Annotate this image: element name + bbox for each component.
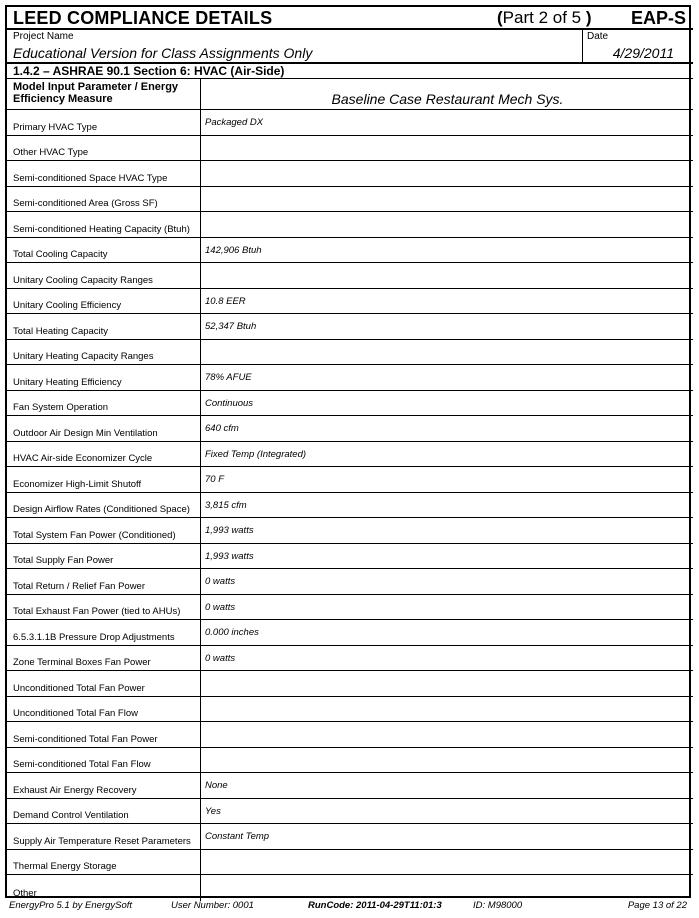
table-row — [7, 136, 693, 162]
parameter-value: 70 F — [205, 474, 225, 485]
table-row — [7, 416, 693, 442]
parameter-label: Total Return / Relief Fan Power — [13, 580, 146, 592]
parameter-table — [7, 110, 693, 901]
table-row — [7, 748, 693, 774]
parameter-label: Unitary Cooling Capacity Ranges — [13, 274, 153, 286]
parameter-value-cell — [200, 518, 694, 543]
parameter-value: Continuous — [205, 397, 254, 409]
part-text: Part 2 of 5 — [502, 8, 582, 27]
parameter-value-cell — [200, 365, 694, 390]
form-title: LEED COMPLIANCE DETAILS — [13, 8, 273, 28]
parameter-value-cell — [200, 238, 694, 263]
parameter-label: Design Airflow Rates (Conditioned Space) — [13, 504, 190, 515]
parameter-label: Total Exhaust Fan Power (tied to AHUs) — [13, 606, 181, 617]
date-box — [582, 30, 694, 62]
table-row — [7, 314, 693, 340]
table-row — [7, 518, 693, 544]
footer-id: ID: M98000 — [473, 900, 523, 911]
form-code: EAP-S — [630, 8, 686, 28]
parameter-label: Semi-conditioned Area (Gross SF) — [13, 198, 158, 209]
table-row — [7, 493, 693, 519]
parameter-value-cell — [200, 442, 694, 467]
parameter-value-cell — [200, 748, 694, 773]
parameter-value-cell — [200, 824, 694, 849]
parameter-label: HVAC Air-side Economizer Cycle — [13, 453, 153, 464]
parameter-value-cell — [200, 314, 694, 339]
table-row — [7, 646, 693, 672]
parameter-label: Unconditioned Total Fan Flow — [13, 708, 138, 719]
table-row — [7, 442, 693, 468]
parameter-value: 52,347 Btuh — [205, 321, 257, 332]
parameter-label: Other HVAC Type — [13, 147, 89, 158]
date-label: Date — [587, 31, 609, 42]
parameter-label: 6.5.3.1.1B Pressure Drop Adjustments — [13, 631, 175, 643]
parameter-label: Total System Fan Power (Conditioned) — [13, 529, 176, 541]
table-row — [7, 212, 693, 238]
table-row — [7, 620, 693, 646]
parameter-label: Supply Air Temperature Reset Parameters — [13, 835, 191, 847]
form-header — [7, 7, 693, 30]
table-row — [7, 671, 693, 697]
parameter-label: Semi-conditioned Total Fan Flow — [13, 759, 151, 770]
parameter-label: Semi-conditioned Heating Capacity (Btuh) — [13, 223, 190, 235]
parameter-label: Demand Control Ventilation — [13, 810, 129, 821]
parameter-label: Thermal Energy Storage — [13, 861, 117, 872]
parameter-value-cell — [200, 850, 694, 875]
table-row — [7, 799, 693, 825]
parameter-value-cell — [200, 263, 694, 288]
parameter-label: Fan System Operation — [13, 402, 109, 413]
table-row — [7, 467, 693, 493]
parameter-value-cell — [200, 671, 694, 696]
form-frame — [5, 5, 691, 898]
parameter-value: Yes — [205, 805, 221, 817]
table-row — [7, 365, 693, 391]
footer-page: Page 13 of 22 — [627, 900, 687, 911]
table-row — [7, 238, 693, 264]
parameter-value-cell — [200, 773, 694, 798]
parameter-label: Unitary Heating Efficiency — [13, 376, 122, 388]
parameter-value: Packaged DX — [205, 117, 264, 128]
parameter-label: Total Heating Capacity — [13, 325, 109, 337]
parameter-label: Outdoor Air Design Min Ventilation — [13, 427, 158, 439]
parameter-label: Unitary Heating Capacity Ranges — [13, 351, 154, 362]
case-column-header: Baseline Case Restaurant Mech Sys. — [200, 79, 694, 109]
table-header — [7, 79, 693, 110]
parameter-value: 1,993 watts — [205, 550, 254, 562]
table-row — [7, 161, 693, 187]
table-row — [7, 824, 693, 850]
parameter-label: Primary HVAC Type — [13, 121, 98, 133]
parameter-value: 0 watts — [205, 652, 236, 664]
parameter-label: Unconditioned Total Fan Power — [13, 682, 145, 694]
date-value: 4/29/2011 — [612, 45, 674, 61]
part-indicator — [497, 8, 592, 28]
parameter-label: Total Supply Fan Power — [13, 555, 114, 566]
project-info — [7, 30, 693, 64]
parameter-value: 3,815 cfm — [205, 499, 247, 511]
parameter-label: Unitary Cooling Efficiency — [13, 300, 122, 311]
parameter-value-cell — [200, 391, 694, 416]
parameter-value-cell — [200, 467, 694, 492]
parameter-value: Fixed Temp (Integrated) — [205, 448, 307, 460]
parameter-value: 0 watts — [205, 601, 236, 613]
parameter-label: Economizer High-Limit Shutoff — [13, 478, 142, 490]
table-row — [7, 697, 693, 723]
parameter-label: Other — [13, 887, 37, 899]
parameter-value: 10.8 EER — [205, 295, 246, 307]
report-page — [5, 5, 694, 912]
table-row — [7, 110, 693, 136]
parameter-value-cell — [200, 161, 694, 186]
table-row — [7, 875, 693, 901]
parameter-value-cell — [200, 340, 694, 365]
parameter-value: 78% AFUE — [205, 372, 252, 383]
section-title: 1.4.2 – ASHRAE 90.1 Section 6: HVAC (Air-Side) — [7, 64, 693, 79]
table-row — [7, 340, 693, 366]
parameter-label: Semi-conditioned Total Fan Power — [13, 733, 158, 745]
parameter-value-cell — [200, 875, 694, 901]
parameter-value: 0.000 inches — [205, 627, 259, 638]
report-footer — [5, 898, 691, 912]
parameter-value-cell — [200, 493, 694, 518]
parameter-value-cell — [200, 187, 694, 212]
parameter-value-cell — [200, 136, 694, 161]
parameter-value-cell — [200, 544, 694, 569]
parameter-value-cell — [200, 722, 694, 747]
parameter-value: 1,993 watts — [205, 525, 254, 536]
parameter-label: Zone Terminal Boxes Fan Power — [13, 657, 151, 668]
table-row — [7, 569, 693, 595]
parameter-value-cell — [200, 799, 694, 824]
parameter-value: Constant Temp — [205, 831, 270, 842]
parameter-value: 142,906 Btuh — [205, 244, 262, 256]
table-row — [7, 544, 693, 570]
parameter-value: 640 cfm — [205, 423, 239, 434]
project-name-label: Project Name — [13, 31, 74, 42]
part-open: ( — [497, 8, 503, 27]
parameter-label: Exhaust Air Energy Recovery — [13, 784, 137, 796]
table-row — [7, 595, 693, 621]
parameter-value-cell — [200, 110, 694, 135]
footer-user-number: User Number: 0001 — [171, 900, 254, 911]
parameter-value: 0 watts — [205, 576, 236, 587]
parameter-value-cell — [200, 595, 694, 620]
parameter-value-cell — [200, 212, 694, 237]
project-name-value: Educational Version for Class Assignments Only — [13, 45, 313, 61]
table-row — [7, 187, 693, 213]
footer-run-code: RunCode: 2011-04-29T11:01:3 — [308, 900, 442, 911]
parameter-value-cell — [200, 697, 694, 722]
table-row — [7, 391, 693, 417]
footer-software: EnergyPro 5.1 by EnergySoft — [9, 900, 133, 911]
parameter-value: None — [205, 780, 228, 791]
table-row — [7, 773, 693, 799]
parameter-value-cell — [200, 569, 694, 594]
table-row — [7, 263, 693, 289]
table-row — [7, 289, 693, 315]
table-row — [7, 722, 693, 748]
parameter-value-cell — [200, 416, 694, 441]
parameter-label: Semi-conditioned Space HVAC Type — [13, 172, 168, 184]
parameter-value-cell — [200, 289, 694, 314]
param-column-header: Model Input Parameter / Energy Efficiency Measure — [13, 81, 179, 105]
parameter-label: Total Cooling Capacity — [13, 249, 108, 260]
table-row — [7, 850, 693, 876]
parameter-value-cell — [200, 620, 694, 645]
part-close: ) — [585, 8, 592, 27]
parameter-value-cell — [200, 646, 694, 671]
